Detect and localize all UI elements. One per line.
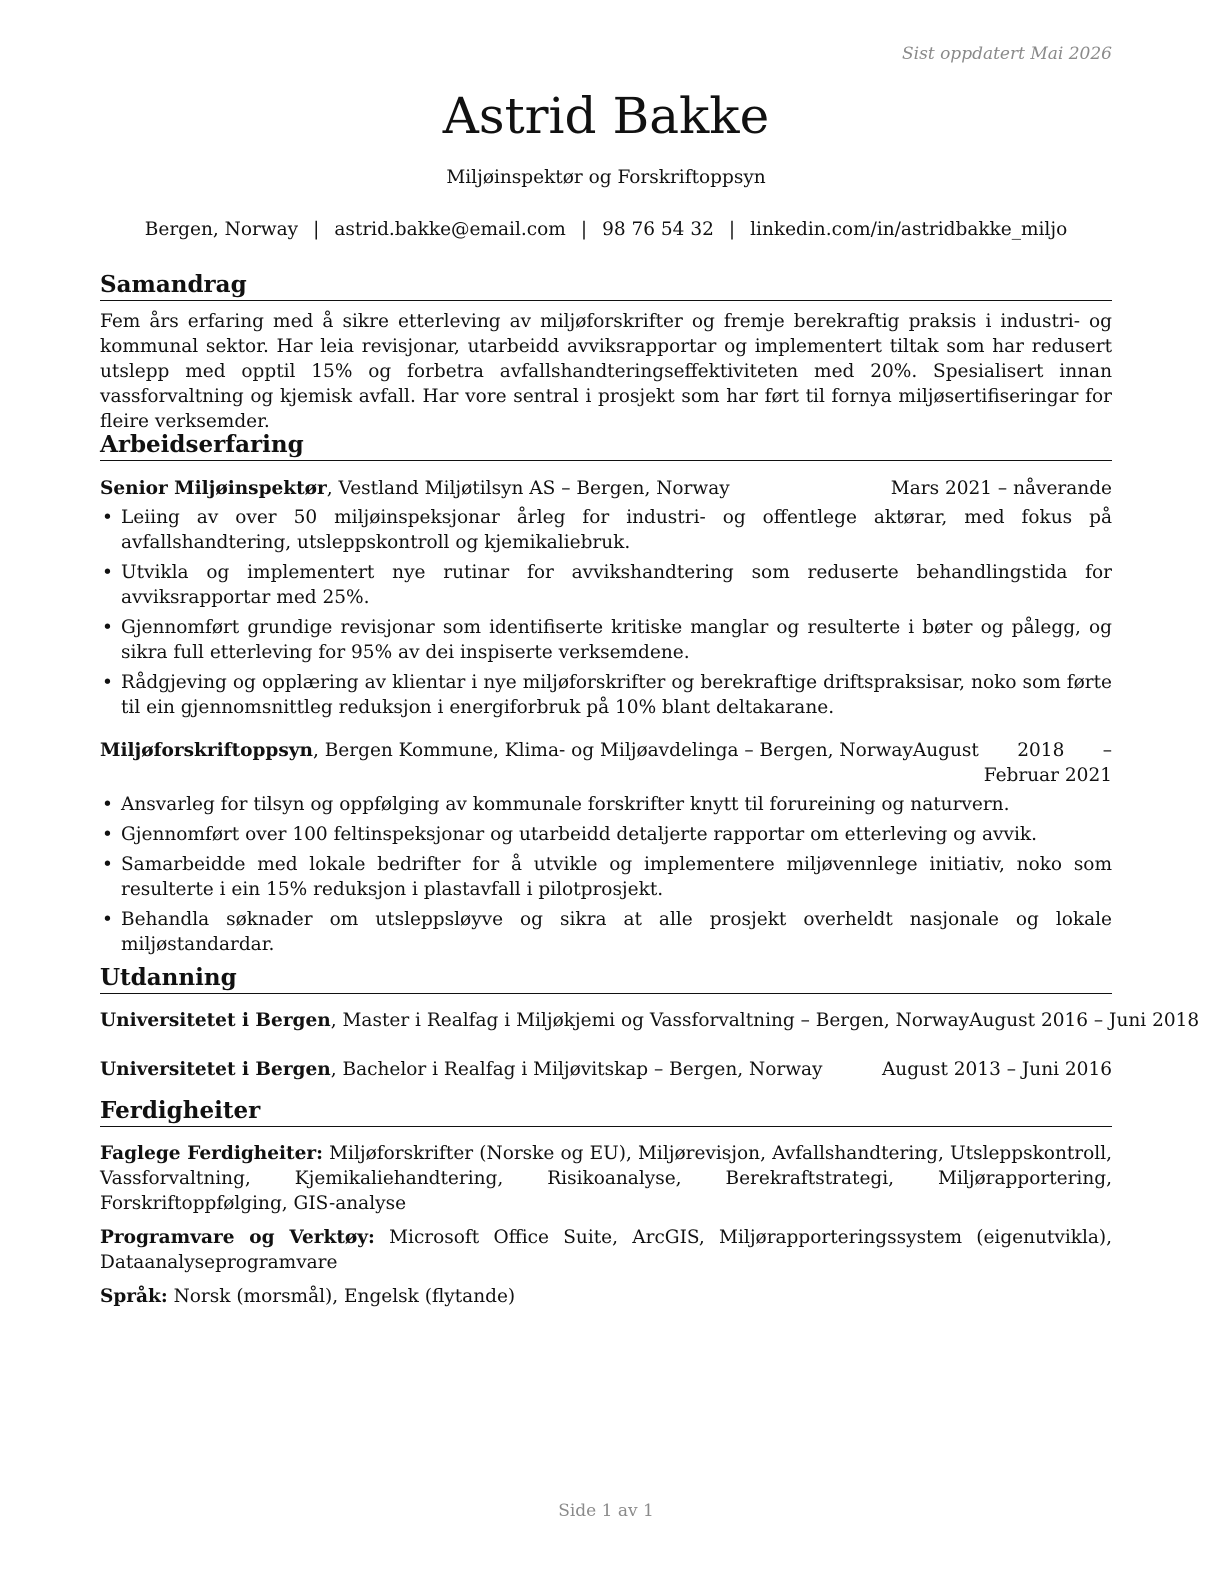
education-section xyxy=(100,963,1200,1082)
list-item xyxy=(100,670,1112,720)
job-header xyxy=(100,738,1112,788)
job-organization: , Vestland Miljøtilsyn AS – Bergen, Norway xyxy=(326,478,730,499)
contact-separator: | xyxy=(580,219,588,240)
skills-section xyxy=(100,1096,1112,1318)
bullet-icon: • xyxy=(102,794,113,815)
job-entry xyxy=(100,738,1112,957)
education-title-line xyxy=(100,1008,969,1033)
experience-section xyxy=(100,430,1112,962)
education-school: Universitetet i Bergen xyxy=(100,1010,331,1031)
bullet-icon: • xyxy=(102,824,113,845)
section-heading-skills: Ferdigheiter xyxy=(100,1096,1112,1127)
education-title-line xyxy=(100,1057,823,1082)
section-heading-experience: Arbeidserfaring xyxy=(100,430,1112,461)
bullet-text: Ansvarleg for tilsyn og oppfølging av kommunale forskrifter knytt til forureining og naturvern. xyxy=(121,794,1010,815)
job-title-line xyxy=(100,738,913,763)
job-bullets xyxy=(100,505,1112,720)
summary-section xyxy=(100,270,1112,434)
list-item xyxy=(100,505,1112,555)
skill-label: Språk: xyxy=(100,1286,168,1307)
job-title-line xyxy=(100,476,730,501)
list-item xyxy=(100,822,1112,847)
education-dates: August 2016 – Juni 2018 xyxy=(969,1010,1200,1031)
bullet-text: Utvikla og implementert nye rutinar for avvikshandtering som reduserte behandlingstida for avviksrapportar med 25%. xyxy=(121,562,1112,608)
contact-phone[interactable]: 98 76 54 32 xyxy=(602,219,714,240)
contact-line xyxy=(100,219,1112,240)
skill-text: Miljøforskrifter (Norske og EU), Miljørevisjon, Avfallshandtering, Utsleppskontroll, Vassforvaltning, Kjemikaliehandtering, Risikoanalyse, Berekraftstrategi, Miljørapportering, Forskriftoppfølging, GIS-analyse xyxy=(100,1143,1112,1214)
bullet-icon: • xyxy=(102,672,113,693)
contact-separator: | xyxy=(728,219,736,240)
summary-text: Fem års erfaring med å sikre etterleving av miljøforskrifter og fremje berekraftig praksis i industri- og kommunal sektor. Har leia revisjonar, utarbeidd avviksrapportar og implementert tiltak som har redusert utslepp med opptil 15% og forbetra avfallshandteringseffektiviteten med 20%. Spesialisert innan vassforvaltning og kjemisk avfall. Har vore sentral i prosjekt som har ført til fornya miljøsertifiseringar for fleire verksemder. xyxy=(100,311,1112,432)
job-dates: August 2018 – Februar 2021 xyxy=(912,740,1112,786)
job-organization: , Bergen Kommune, Klima- og Miljøavdelinga – Bergen, Norway xyxy=(312,740,913,761)
job-dates: Mars 2021 – nåverande xyxy=(890,478,1112,499)
education-entry xyxy=(100,1057,1112,1082)
education-entry xyxy=(100,1008,1200,1033)
education-degree: , Master i Realfag i Miljøkjemi og Vassforvaltning – Bergen, Norway xyxy=(330,1010,970,1031)
skill-group xyxy=(100,1284,1112,1309)
bullet-text: Rådgjeving og opplæring av klientar i nye miljøforskrifter og berekraftige driftspraksisar, noko som førte til ein gjennomsnittleg reduksjon i energiforbruk på 10% blant deltakarane. xyxy=(121,672,1112,718)
education-school: Universitetet i Bergen xyxy=(100,1059,331,1080)
bullet-icon: • xyxy=(102,507,113,528)
skill-text: Norsk (morsmål), Engelsk (flytande) xyxy=(167,1286,516,1307)
bullet-icon: • xyxy=(102,617,113,638)
list-item xyxy=(100,852,1112,902)
bullet-text: Leiing av over 50 miljøinspeksjonar årleg for industri- og offentlege aktørar, med fokus på avfallshandtering, utsleppskontroll og kjemikaliebruk. xyxy=(121,507,1112,553)
bullet-text: Samarbeidde med lokale bedrifter for å utvikle og implementere miljøvennlege initiativ, noko som resulterte i ein 15% reduksjon i plastavfall i pilotprosjekt. xyxy=(121,854,1112,900)
bullet-icon: • xyxy=(102,909,113,930)
resume-page xyxy=(100,0,1200,1584)
skill-text: Microsoft Office Suite, ArcGIS, Miljørapporteringssystem (eigenutvikla), Dataanalyseprogramvare xyxy=(100,1227,1112,1273)
last-updated: Sist oppdatert Mai 2026 xyxy=(902,44,1112,64)
section-heading-education: Utdanning xyxy=(100,963,1112,994)
page-number: Side 1 av 1 xyxy=(558,1501,654,1521)
job-header xyxy=(100,476,1112,501)
bullet-text: Behandla søknader om utsleppsløyve og sikra at alle prosjekt overheldt nasjonale og lokale miljøstandardar. xyxy=(121,909,1112,955)
contact-linkedin[interactable]: linkedin.com/in/astridbakke_miljo xyxy=(750,219,1068,240)
job-title: Senior Miljøinspektør xyxy=(100,478,327,499)
skill-label: Programvare og Verktøy: xyxy=(100,1227,375,1248)
job-bullets xyxy=(100,792,1112,957)
candidate-name: Astrid Bakke xyxy=(442,87,770,145)
section-heading-summary: Samandrag xyxy=(100,270,1112,301)
bullet-icon: • xyxy=(102,562,113,583)
contact-location: Bergen, Norway xyxy=(144,219,299,240)
skill-group xyxy=(100,1225,1112,1275)
contact-separator: | xyxy=(313,219,320,240)
list-item xyxy=(100,560,1112,610)
candidate-role: Miljøinspektør og Forskriftoppsyn xyxy=(446,167,766,188)
list-item xyxy=(100,907,1112,957)
contact-email[interactable]: astrid.bakke@email.com xyxy=(334,219,566,240)
job-entry xyxy=(100,476,1112,720)
bullet-text: Gjennomført grundige revisjonar som identifiserte kritiske manglar og resulterte i bøter og pålegg, og sikra full etterleving for 95% av dei inspiserte verksemdene. xyxy=(121,617,1112,663)
job-title: Miljøforskriftoppsyn xyxy=(100,740,313,761)
bullet-icon: • xyxy=(102,854,113,875)
list-item xyxy=(100,615,1112,665)
bullet-text: Gjennomført over 100 feltinspeksjonar og utarbeidd detaljerte rapportar om etterleving og avvik. xyxy=(121,824,1037,845)
skill-label: Faglege Ferdigheiter: xyxy=(100,1143,323,1164)
education-dates: August 2013 – Juni 2016 xyxy=(881,1059,1112,1080)
education-degree: , Bachelor i Realfag i Miljøvitskap – Bergen, Norway xyxy=(330,1059,823,1080)
skills-list xyxy=(100,1141,1112,1309)
skill-group xyxy=(100,1141,1112,1216)
list-item xyxy=(100,792,1112,817)
